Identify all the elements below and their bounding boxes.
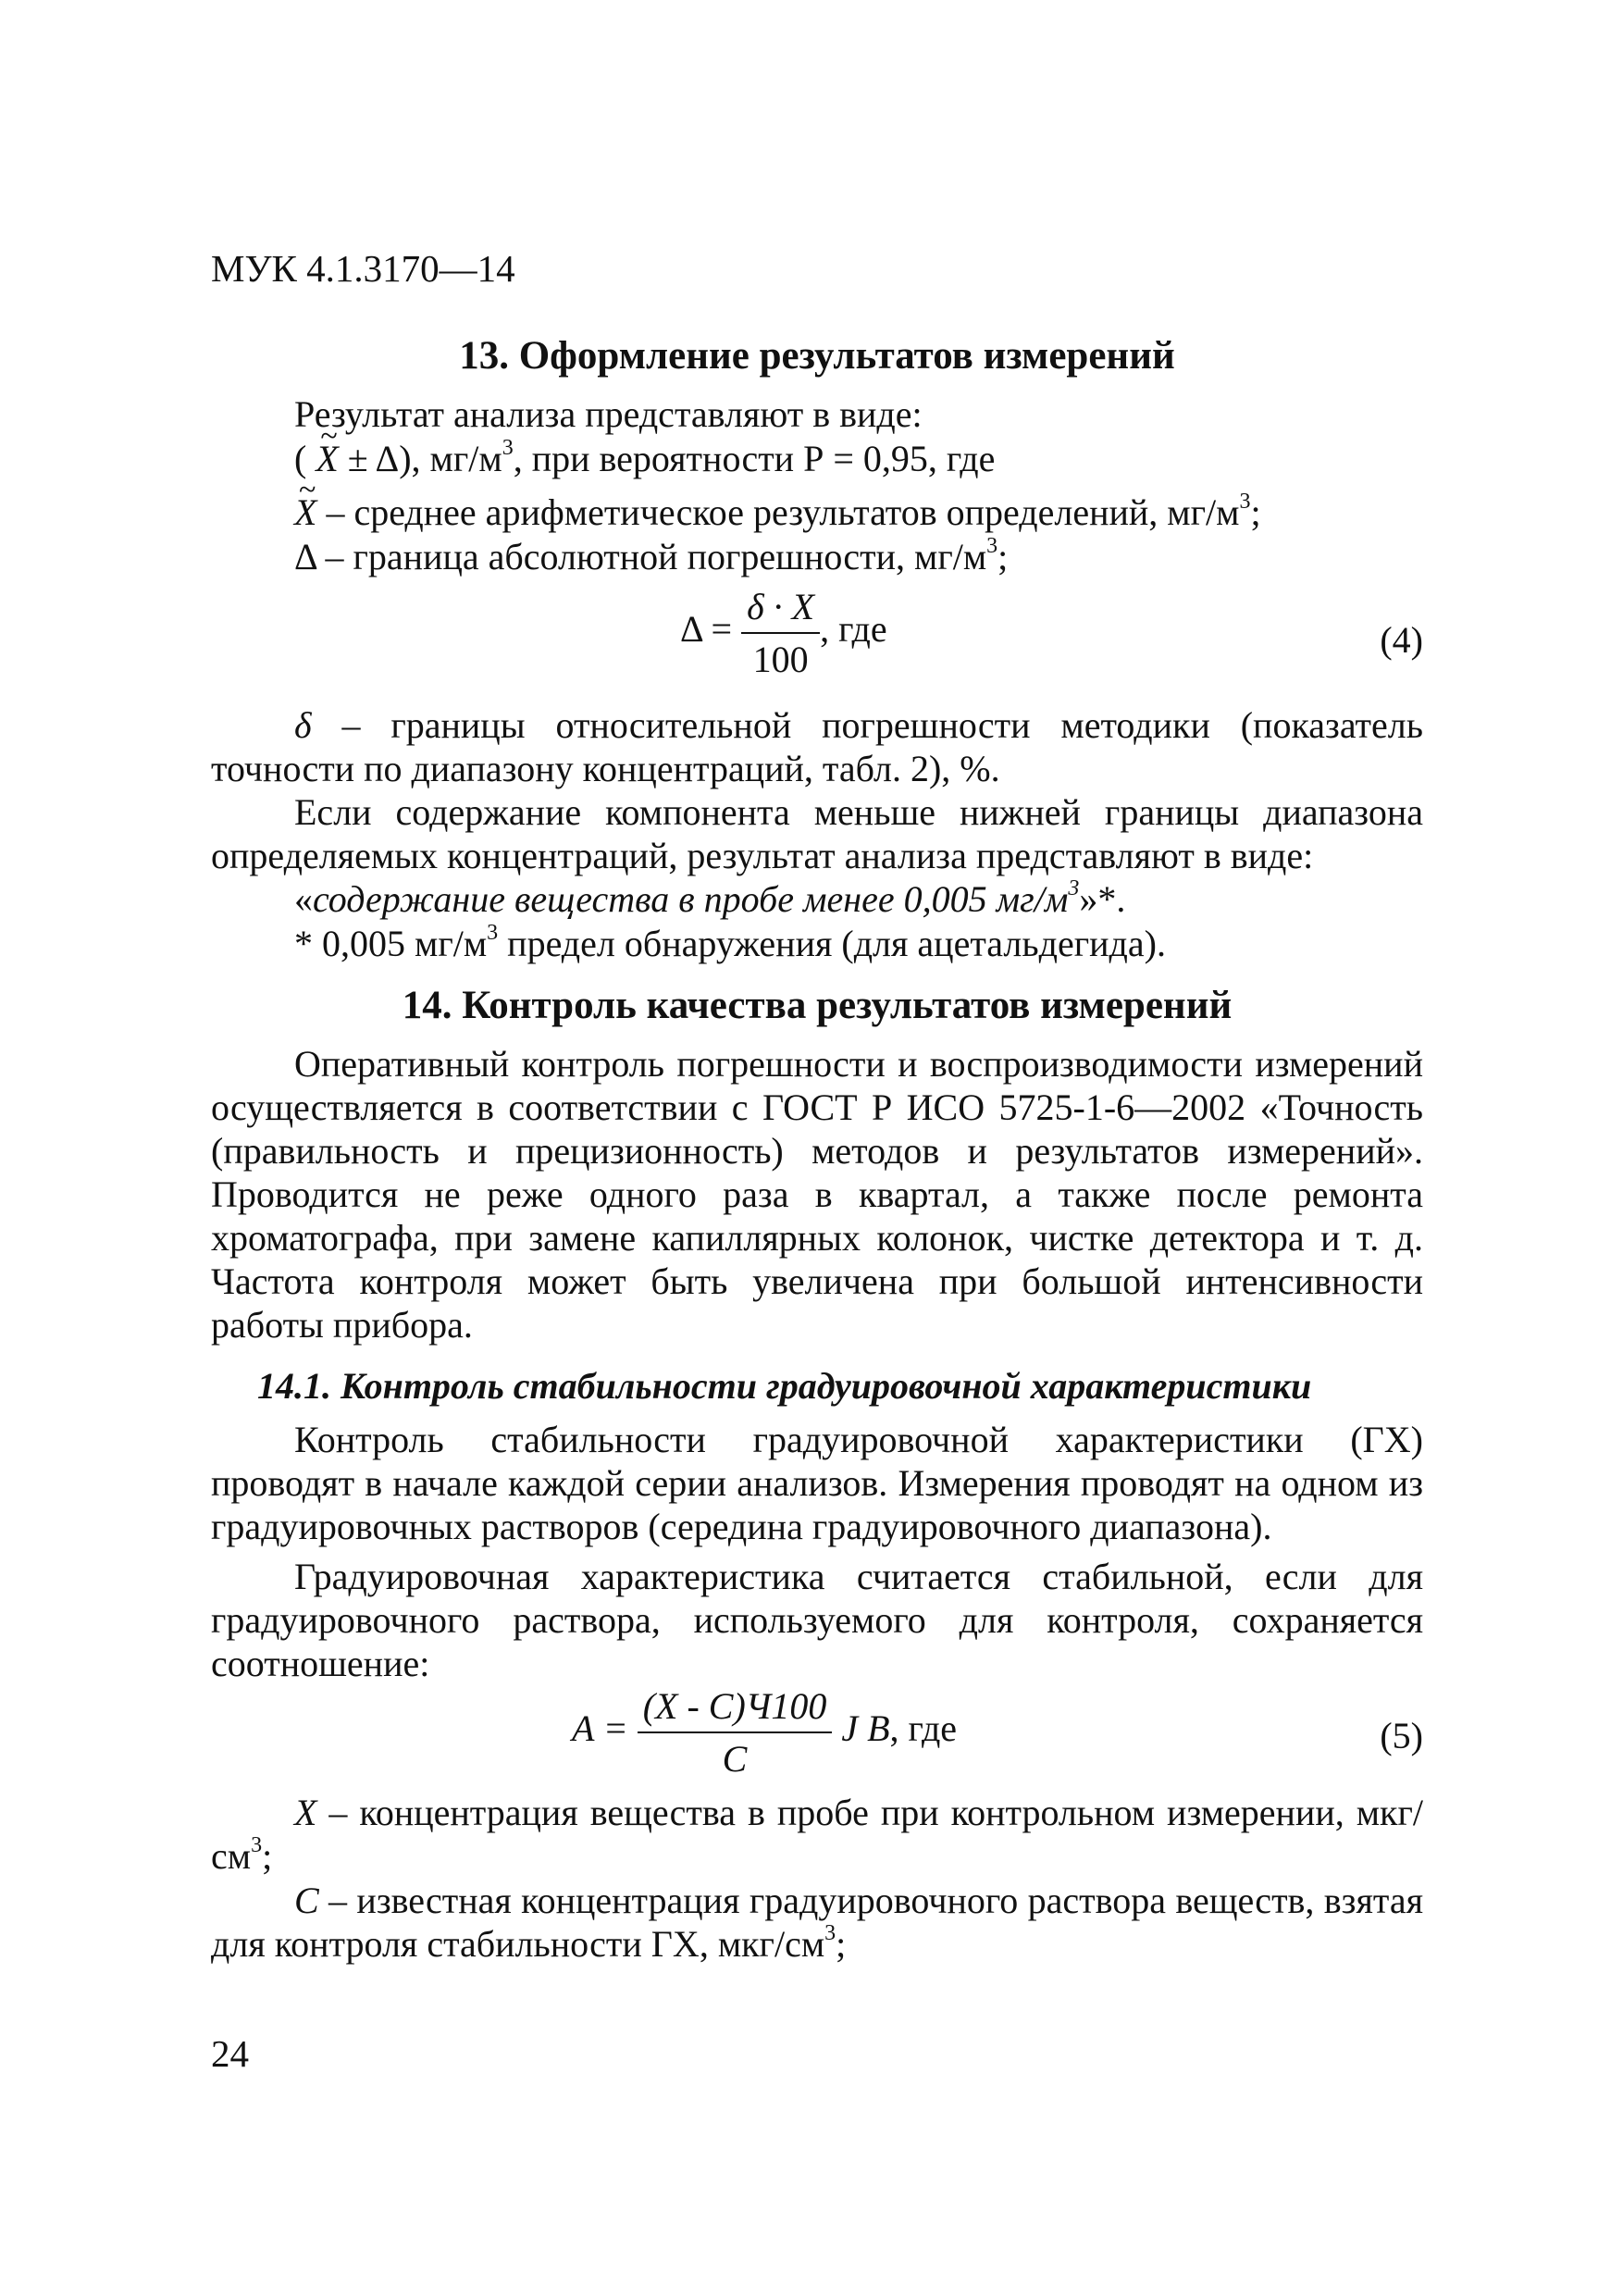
result-intro: Результат анализа представляют в виде: [294,393,923,435]
result-format: ( ~ Х ± Δ), $мг/м^3$, при вероятности Р = 0,95, где [211,437,1423,480]
document-code: МУК 4.1.3170—14 [211,247,515,290]
subsection-14-1-title: 14.1. Контроль стабильности градуировочной характеристики [257,1365,1312,1407]
formula-4-number: (4) [1380,619,1423,661]
formula-5-fraction: $\frac{(Х - С)Ч100}{С}$ [638,1684,833,1781]
def-delta: Δ – граница абсолютной погрешности, $мг/м^3$; [294,533,1009,577]
def-x-mean: ~ Х – среднее арифметическое результатов определений, $мг/м^3$; [211,490,1423,534]
section-13-title: 13. Оформление результатов измерений [459,334,1175,378]
formula-5: A = $\frac{(Х - С)Ч100}{С}$ J В, где [572,1685,958,1780]
subsection-14-1-paragraph-1: Контроль стабильности градуировочной характеристики (ГХ) проводят в начале каждой серии анализов. Измерения проводят на одном из градуировочных растворов (середина градуировочного диапазона). [211,1419,1423,1547]
section-14-paragraph: Оперативный контроль погрешности и воспроизводимости измерений осуществляется в соответствии с ГОСТ Р ИСО 5725-1-6—2002 «Точность (правильность и прецизионность) методов и результатов измерений». Проводится не реже одного раза в квартал, а также после ремонта хроматографа, при замене капиллярных колонок, чистке детектора и т. д. Частота контроля может быть увеличена при большой интенсивности работы прибора. [211,1043,1423,1346]
subsection-14-1-paragraph-2: Градуировочная характеристика считается стабильной, если для градуировочного раствора, используемого для контроля, сохраняется соотношение: [211,1556,1423,1684]
below-range-paragraph: Если содержание компонента меньше нижней границы диапазона определяемых концентраций, результат анализа представляют в виде: [211,791,1423,876]
below-range-quote: «содержание вещества в пробе менее 0,005 $мг/м^3»*$. [294,875,1126,920]
x-mean-symbol: ~ Х [294,490,316,534]
formula-4: Δ = $\frac{\delta \cdot Х}{100}$ , где [680,586,887,680]
detection-limit-footnote: * 0,005 $мг/м^3$ предел обнаружения (для ацетальдегида). [294,920,1166,964]
c-definition: С – известная концентрация градуировочного раствора веществ, взятая для контроля стабильности ГХ, мкг/$см^3$; [211,1880,1423,1965]
x-mean-symbol: ~ Х [316,437,338,480]
section-14-title: 14. Контроль качества результатов измерений [402,984,1233,1027]
formula-5-number: (5) [1380,1715,1423,1756]
delta-definition: δ – границы относительной погрешности методики (показатель точности по диапазону концентраций, табл. 2), %. [211,704,1423,789]
x-definition: Х – концентрация вещества в пробе при контрольном измерении, мкг/$см^3$; [211,1792,1423,1877]
page-number: 24 [211,2032,249,2075]
formula-4-fraction: $\frac{\delta \cdot Х}{100}$ [741,585,820,681]
